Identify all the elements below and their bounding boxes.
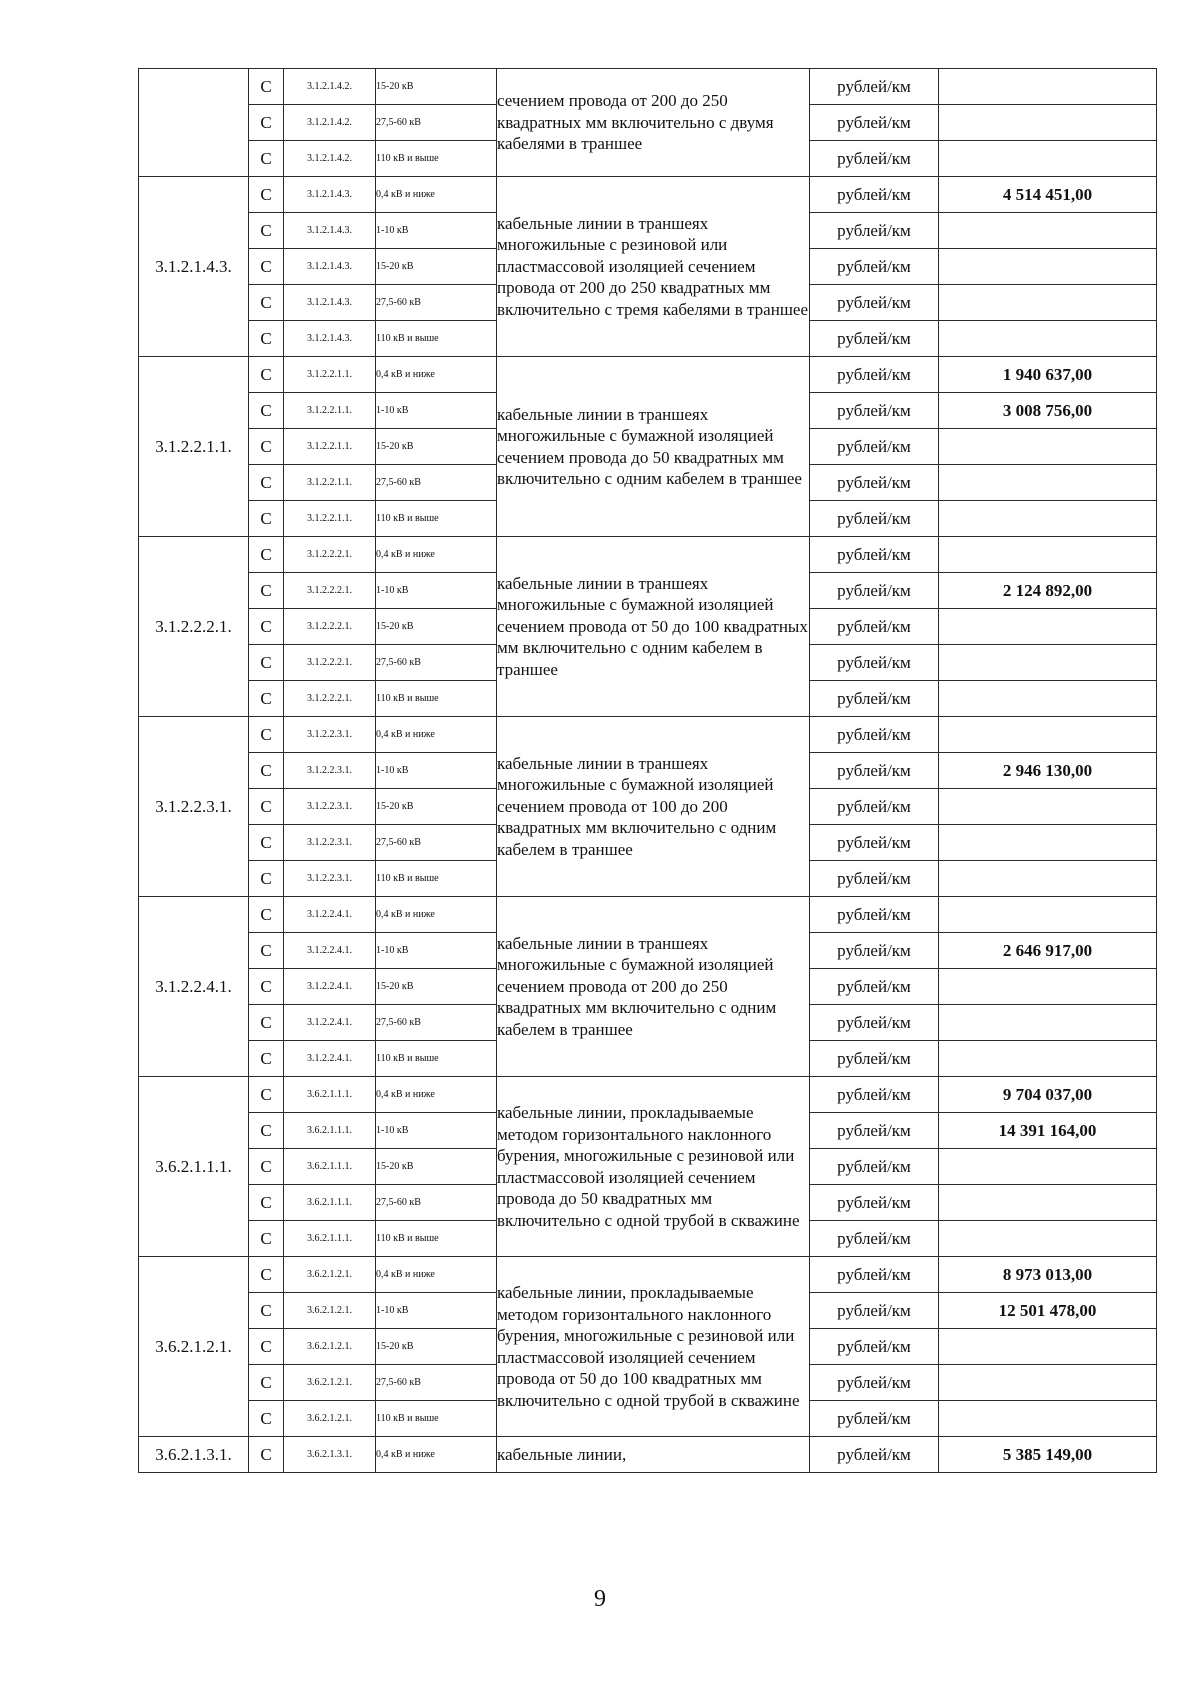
value-cell	[939, 213, 1157, 249]
item-code-cell: 3.6.2.1.1.1.	[284, 1077, 376, 1113]
category-cell: С	[249, 1005, 284, 1041]
voltage-cell: 1-10 кВ	[376, 213, 497, 249]
unit-cell: рублей/км	[810, 1077, 939, 1113]
table-row	[139, 1077, 1157, 1113]
group-code-cell	[139, 69, 249, 177]
category-cell: С	[249, 321, 284, 357]
voltage-cell: 15-20 кВ	[376, 789, 497, 825]
description-cell: кабельные линии в траншеях многожильные с бумажной изоляцией сечением провода от 50 до 100 квадратных мм включительно с одним кабелем в траншее	[497, 537, 810, 717]
value-cell	[939, 105, 1157, 141]
unit-cell: рублей/км	[810, 393, 939, 429]
table-row	[139, 1437, 1157, 1473]
value-cell: 2 124 892,00	[939, 573, 1157, 609]
value-cell	[939, 321, 1157, 357]
value-cell	[939, 1401, 1157, 1437]
value-cell	[939, 429, 1157, 465]
value-cell	[939, 1005, 1157, 1041]
item-code-cell: 3.1.2.1.4.3.	[284, 177, 376, 213]
description-cell: кабельные линии, прокладываемые методом горизонтального наклонного бурения, многожильные с резиновой или пластмассовой изоляцией сечением провода от 50 до 100 квадратных мм включительно с одной трубой в скважине	[497, 1257, 810, 1437]
value-cell	[939, 789, 1157, 825]
category-cell: С	[249, 1257, 284, 1293]
description-cell: кабельные линии, прокладываемые методом горизонтального наклонного бурения, многожильные с резиновой или пластмассовой изоляцией сечением провода до 50 квадратных мм включительно с одной трубой в скважине	[497, 1077, 810, 1257]
unit-cell: рублей/км	[810, 1293, 939, 1329]
value-cell	[939, 537, 1157, 573]
item-code-cell: 3.1.2.2.3.1.	[284, 717, 376, 753]
voltage-cell: 15-20 кВ	[376, 609, 497, 645]
value-cell	[939, 609, 1157, 645]
item-code-cell: 3.1.2.2.1.1.	[284, 393, 376, 429]
category-cell: С	[249, 609, 284, 645]
item-code-cell: 3.1.2.1.4.3.	[284, 213, 376, 249]
category-cell: С	[249, 1437, 284, 1473]
voltage-cell: 110 кВ и выше	[376, 1221, 497, 1257]
category-cell: С	[249, 861, 284, 897]
category-cell: С	[249, 1113, 284, 1149]
unit-cell: рублей/км	[810, 825, 939, 861]
voltage-cell: 15-20 кВ	[376, 1329, 497, 1365]
unit-cell: рублей/км	[810, 177, 939, 213]
value-cell	[939, 861, 1157, 897]
value-cell	[939, 285, 1157, 321]
category-cell: С	[249, 645, 284, 681]
unit-cell: рублей/км	[810, 1401, 939, 1437]
description-cell: кабельные линии в траншеях многожильные с бумажной изоляцией сечением провода от 200 до 250 квадратных мм включительно с одним кабелем в траншее	[497, 897, 810, 1077]
unit-cell: рублей/км	[810, 1257, 939, 1293]
unit-cell: рублей/км	[810, 1005, 939, 1041]
value-cell: 9 704 037,00	[939, 1077, 1157, 1113]
value-cell: 2 946 130,00	[939, 753, 1157, 789]
item-code-cell: 3.1.2.2.3.1.	[284, 753, 376, 789]
category-cell: С	[249, 717, 284, 753]
category-cell: С	[249, 69, 284, 105]
item-code-cell: 3.1.2.2.2.1.	[284, 573, 376, 609]
category-cell: С	[249, 1077, 284, 1113]
item-code-cell: 3.1.2.1.4.3.	[284, 249, 376, 285]
tariff-table-body	[139, 69, 1157, 1473]
item-code-cell: 3.1.2.1.4.3.	[284, 285, 376, 321]
category-cell: С	[249, 789, 284, 825]
item-code-cell: 3.6.2.1.2.1.	[284, 1257, 376, 1293]
value-cell	[939, 1149, 1157, 1185]
unit-cell: рублей/км	[810, 969, 939, 1005]
value-cell: 2 646 917,00	[939, 933, 1157, 969]
item-code-cell: 3.1.2.2.1.1.	[284, 501, 376, 537]
item-code-cell: 3.1.2.1.4.3.	[284, 321, 376, 357]
unit-cell: рублей/км	[810, 105, 939, 141]
voltage-cell: 110 кВ и выше	[376, 1401, 497, 1437]
category-cell: С	[249, 573, 284, 609]
unit-cell: рублей/км	[810, 429, 939, 465]
unit-cell: рублей/км	[810, 573, 939, 609]
voltage-cell: 0,4 кВ и ниже	[376, 897, 497, 933]
description-cell: кабельные линии в траншеях многожильные с бумажной изоляцией сечением провода от 100 до 200 квадратных мм включительно с одним кабелем в траншее	[497, 717, 810, 897]
value-cell	[939, 1329, 1157, 1365]
group-code-cell: 3.6.2.1.1.1.	[139, 1077, 249, 1257]
table-row	[139, 1257, 1157, 1293]
unit-cell: рублей/км	[810, 321, 939, 357]
item-code-cell: 3.6.2.1.1.1.	[284, 1185, 376, 1221]
item-code-cell: 3.1.2.2.4.1.	[284, 969, 376, 1005]
unit-cell: рублей/км	[810, 1041, 939, 1077]
unit-cell: рублей/км	[810, 717, 939, 753]
table-row	[139, 717, 1157, 753]
category-cell: С	[249, 681, 284, 717]
value-cell	[939, 1221, 1157, 1257]
item-code-cell: 3.1.2.1.4.2.	[284, 141, 376, 177]
unit-cell: рублей/км	[810, 1113, 939, 1149]
value-cell	[939, 249, 1157, 285]
value-cell	[939, 1041, 1157, 1077]
unit-cell: рублей/км	[810, 501, 939, 537]
value-cell	[939, 717, 1157, 753]
unit-cell: рублей/км	[810, 285, 939, 321]
item-code-cell: 3.1.2.2.2.1.	[284, 537, 376, 573]
unit-cell: рублей/км	[810, 537, 939, 573]
category-cell: С	[249, 1329, 284, 1365]
voltage-cell: 0,4 кВ и ниже	[376, 1437, 497, 1473]
description-cell: сечением провода от 200 до 250 квадратных мм включительно с двумя кабелями в траншее	[497, 69, 810, 177]
value-cell	[939, 1365, 1157, 1401]
category-cell: С	[249, 141, 284, 177]
item-code-cell: 3.6.2.1.1.1.	[284, 1149, 376, 1185]
item-code-cell: 3.1.2.2.3.1.	[284, 861, 376, 897]
item-code-cell: 3.1.2.2.4.1.	[284, 1041, 376, 1077]
voltage-cell: 27,5-60 кВ	[376, 105, 497, 141]
value-cell	[939, 645, 1157, 681]
voltage-cell: 1-10 кВ	[376, 393, 497, 429]
description-cell: кабельные линии в траншеях многожильные с бумажной изоляцией сечением провода до 50 квадратных мм включительно с одним кабелем в траншее	[497, 357, 810, 537]
table-row	[139, 177, 1157, 213]
voltage-cell: 110 кВ и выше	[376, 1041, 497, 1077]
item-code-cell: 3.6.2.1.3.1.	[284, 1437, 376, 1473]
category-cell: С	[249, 1293, 284, 1329]
unit-cell: рублей/км	[810, 213, 939, 249]
item-code-cell: 3.6.2.1.1.1.	[284, 1113, 376, 1149]
category-cell: С	[249, 501, 284, 537]
voltage-cell: 1-10 кВ	[376, 573, 497, 609]
category-cell: С	[249, 825, 284, 861]
voltage-cell: 27,5-60 кВ	[376, 465, 497, 501]
unit-cell: рублей/км	[810, 645, 939, 681]
value-cell: 3 008 756,00	[939, 393, 1157, 429]
voltage-cell: 0,4 кВ и ниже	[376, 1257, 497, 1293]
unit-cell: рублей/км	[810, 789, 939, 825]
category-cell: С	[249, 429, 284, 465]
item-code-cell: 3.1.2.2.2.1.	[284, 681, 376, 717]
value-cell	[939, 969, 1157, 1005]
item-code-cell: 3.1.2.2.1.1.	[284, 357, 376, 393]
category-cell: С	[249, 177, 284, 213]
group-code-cell: 3.1.2.2.2.1.	[139, 537, 249, 717]
voltage-cell: 27,5-60 кВ	[376, 1005, 497, 1041]
category-cell: С	[249, 1149, 284, 1185]
group-code-cell: 3.1.2.2.1.1.	[139, 357, 249, 537]
unit-cell: рублей/км	[810, 897, 939, 933]
unit-cell: рублей/км	[810, 861, 939, 897]
voltage-cell: 15-20 кВ	[376, 249, 497, 285]
voltage-cell: 15-20 кВ	[376, 969, 497, 1005]
group-code-cell: 3.1.2.2.4.1.	[139, 897, 249, 1077]
item-code-cell: 3.1.2.2.4.1.	[284, 1005, 376, 1041]
value-cell	[939, 1185, 1157, 1221]
description-cell: кабельные линии в траншеях многожильные с резиновой или пластмассовой изоляцией сечением провода от 200 до 250 квадратных мм включительно с тремя кабелями в траншее	[497, 177, 810, 357]
voltage-cell: 1-10 кВ	[376, 1113, 497, 1149]
description-cell: кабельные линии,	[497, 1437, 810, 1473]
group-code-cell: 3.6.2.1.3.1.	[139, 1437, 249, 1473]
item-code-cell: 3.1.2.1.4.2.	[284, 105, 376, 141]
item-code-cell: 3.1.2.2.3.1.	[284, 789, 376, 825]
table-row	[139, 69, 1157, 105]
voltage-cell: 0,4 кВ и ниже	[376, 1077, 497, 1113]
value-cell: 4 514 451,00	[939, 177, 1157, 213]
item-code-cell: 3.1.2.2.2.1.	[284, 645, 376, 681]
value-cell: 12 501 478,00	[939, 1293, 1157, 1329]
voltage-cell: 1-10 кВ	[376, 1293, 497, 1329]
voltage-cell: 0,4 кВ и ниже	[376, 177, 497, 213]
unit-cell: рублей/км	[810, 249, 939, 285]
value-cell	[939, 501, 1157, 537]
voltage-cell: 0,4 кВ и ниже	[376, 357, 497, 393]
item-code-cell: 3.1.2.2.3.1.	[284, 825, 376, 861]
category-cell: С	[249, 897, 284, 933]
category-cell: С	[249, 357, 284, 393]
unit-cell: рублей/км	[810, 465, 939, 501]
voltage-cell: 15-20 кВ	[376, 429, 497, 465]
value-cell	[939, 897, 1157, 933]
voltage-cell: 0,4 кВ и ниже	[376, 537, 497, 573]
voltage-cell: 15-20 кВ	[376, 1149, 497, 1185]
voltage-cell: 110 кВ и выше	[376, 141, 497, 177]
group-code-cell: 3.1.2.1.4.3.	[139, 177, 249, 357]
category-cell: С	[249, 1221, 284, 1257]
unit-cell: рублей/км	[810, 1365, 939, 1401]
tariff-table	[138, 68, 1157, 1473]
value-cell: 8 973 013,00	[939, 1257, 1157, 1293]
category-cell: С	[249, 465, 284, 501]
voltage-cell: 110 кВ и выше	[376, 321, 497, 357]
group-code-cell: 3.6.2.1.2.1.	[139, 1257, 249, 1437]
unit-cell: рублей/км	[810, 1149, 939, 1185]
voltage-cell: 27,5-60 кВ	[376, 645, 497, 681]
unit-cell: рублей/км	[810, 1437, 939, 1473]
voltage-cell: 27,5-60 кВ	[376, 1185, 497, 1221]
category-cell: С	[249, 537, 284, 573]
table-row	[139, 537, 1157, 573]
item-code-cell: 3.1.2.2.1.1.	[284, 429, 376, 465]
value-cell	[939, 681, 1157, 717]
item-code-cell: 3.6.2.1.2.1.	[284, 1365, 376, 1401]
table-row	[139, 357, 1157, 393]
category-cell: С	[249, 969, 284, 1005]
voltage-cell: 110 кВ и выше	[376, 861, 497, 897]
value-cell: 1 940 637,00	[939, 357, 1157, 393]
item-code-cell: 3.1.2.2.4.1.	[284, 933, 376, 969]
category-cell: С	[249, 1365, 284, 1401]
category-cell: С	[249, 285, 284, 321]
item-code-cell: 3.1.2.2.1.1.	[284, 465, 376, 501]
category-cell: С	[249, 1401, 284, 1437]
item-code-cell: 3.6.2.1.2.1.	[284, 1293, 376, 1329]
category-cell: С	[249, 1041, 284, 1077]
voltage-cell: 110 кВ и выше	[376, 681, 497, 717]
unit-cell: рублей/км	[810, 1221, 939, 1257]
voltage-cell: 27,5-60 кВ	[376, 825, 497, 861]
value-cell: 5 385 149,00	[939, 1437, 1157, 1473]
unit-cell: рублей/км	[810, 1329, 939, 1365]
voltage-cell: 15-20 кВ	[376, 69, 497, 105]
unit-cell: рублей/км	[810, 69, 939, 105]
value-cell	[939, 465, 1157, 501]
voltage-cell: 1-10 кВ	[376, 933, 497, 969]
item-code-cell: 3.1.2.2.2.1.	[284, 609, 376, 645]
voltage-cell: 110 кВ и выше	[376, 501, 497, 537]
unit-cell: рублей/км	[810, 753, 939, 789]
value-cell	[939, 825, 1157, 861]
page-number: 9	[594, 1586, 606, 1612]
unit-cell: рублей/км	[810, 141, 939, 177]
category-cell: С	[249, 249, 284, 285]
category-cell: С	[249, 1185, 284, 1221]
unit-cell: рублей/км	[810, 357, 939, 393]
group-code-cell: 3.1.2.2.3.1.	[139, 717, 249, 897]
category-cell: С	[249, 213, 284, 249]
unit-cell: рублей/км	[810, 1185, 939, 1221]
category-cell: С	[249, 933, 284, 969]
item-code-cell: 3.1.2.2.4.1.	[284, 897, 376, 933]
voltage-cell: 27,5-60 кВ	[376, 285, 497, 321]
unit-cell: рублей/км	[810, 609, 939, 645]
item-code-cell: 3.6.2.1.2.1.	[284, 1329, 376, 1365]
value-cell: 14 391 164,00	[939, 1113, 1157, 1149]
voltage-cell: 1-10 кВ	[376, 753, 497, 789]
value-cell	[939, 69, 1157, 105]
item-code-cell: 3.6.2.1.1.1.	[284, 1221, 376, 1257]
category-cell: С	[249, 105, 284, 141]
table-row	[139, 897, 1157, 933]
voltage-cell: 27,5-60 кВ	[376, 1365, 497, 1401]
voltage-cell: 0,4 кВ и ниже	[376, 717, 497, 753]
unit-cell: рублей/км	[810, 933, 939, 969]
item-code-cell: 3.6.2.1.2.1.	[284, 1401, 376, 1437]
unit-cell: рублей/км	[810, 681, 939, 717]
value-cell	[939, 141, 1157, 177]
category-cell: С	[249, 393, 284, 429]
category-cell: С	[249, 753, 284, 789]
item-code-cell: 3.1.2.1.4.2.	[284, 69, 376, 105]
